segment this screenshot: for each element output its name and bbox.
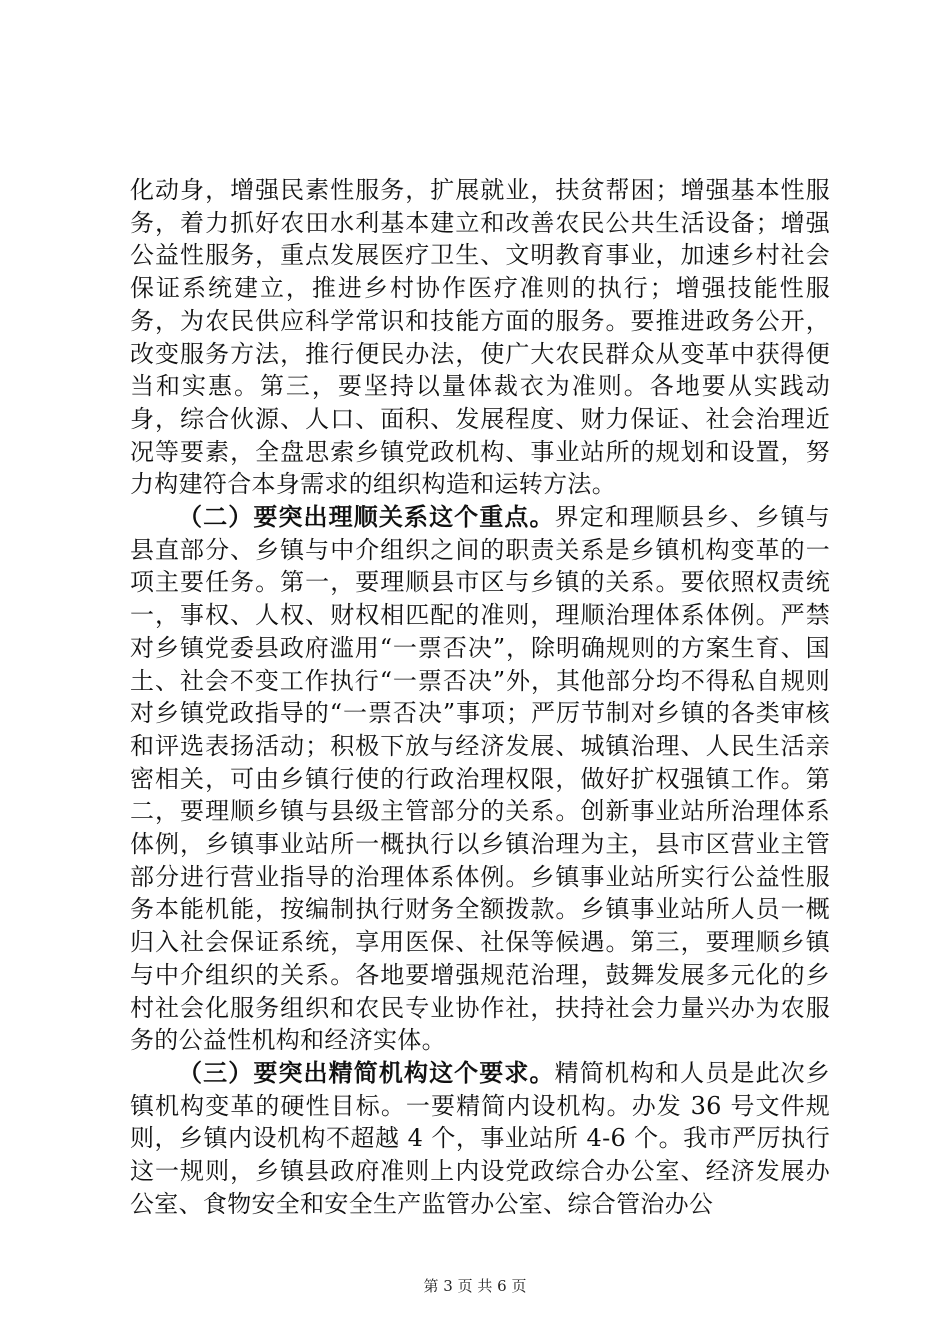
document-body <box>130 174 830 1221</box>
paragraph-text: 化动身，增强民素性服务，扩展就业，扶贫帮困；增强基本性服务，着力抓好农田水利基本建立和改善农民公共生活设备；增强公益性服务，重点发展医疗卫生、文明教育事业，加速乡村社会保证系统建立，推进乡村协作医疗准则的执行；增强技能性服务，为农民供应科学常识和技能方面的服务。要推进政务公开，改变服务方法，推行便民办法，使广大农民群众从变革中获得便当和实惠。第三，要坚持以量体裁衣为准则。各地要从实践动身，综合伙源、人口、面积、发展程度、财力保证、社会治理近况等要素，全盘思索乡镇党政机构、事业站所的规划和设置，努力构建符合本身需求的组织构造和运转方法。 <box>130 176 830 499</box>
section-heading: （三）要突出精简机构这个要求。 <box>178 1057 555 1087</box>
paragraph-section-3 <box>130 1057 830 1221</box>
page-number-label: 第 3 页 共 6 页 <box>423 1277 527 1295</box>
page-footer <box>0 1275 950 1296</box>
paragraph-text: 界定和理顺县乡、乡镇与县直部分、乡镇与中介组织之间的职责关系是乡镇机构变革的一项主要任务。第一，要理顺县市区与乡镇的关系。要依照权责统一，事权、人权、财权相匹配的准则，理顺治理体系体例。严禁对乡镇党委县政府滥用“一票否决”，除明确规则的方案生育、国土、社会不变工作执行“一票否决”外，其他部分均不得私自规则对乡镇党政指导的“一票否决”事项；严厉节制对乡镇的各类审核和评选表扬活动；积极下放与经济发展、城镇治理、人民生活亲密相关，可由乡镇行使的行政治理权限，做好扩权强镇工作。第二，要理顺乡镇与县级主管部分的关系。创新事业站所治理体系体例，乡镇事业站所一概执行以乡镇治理为主，县市区营业主管部分进行营业指导的治理体系体例。乡镇事业站所实行公益性服务本能机能，按编制执行财务全额拨款。乡镇事业站所人员一概归入社会保证系统，享用医保、社保等候遇。第三，要理顺乡镇与中介组织的关系。各地要增强规范治理，鼓舞发展多元化的乡村社会化服务组织和农民专业协作社，扶持社会力量兴办为农服务的公益性机构和经济实体。 <box>130 503 830 1055</box>
paragraph-continuation <box>130 174 830 501</box>
paragraph-section-2 <box>130 501 830 1057</box>
paragraph-text: 精简机构和人员是此次乡镇机构变革的硬性目标。一要精简内设机构。办发 36 号文件规则，乡镇内设机构不超越 4 个，事业站所 4-6 个。我市严厉执行这一规则，乡镇县政府准则上内设党政综合办公室、经济发展办公室、食物安全和安全生产监管办公室、综合管治办公 <box>130 1058 830 1218</box>
section-heading: （二）要突出理顺关系这个重点。 <box>178 502 555 532</box>
